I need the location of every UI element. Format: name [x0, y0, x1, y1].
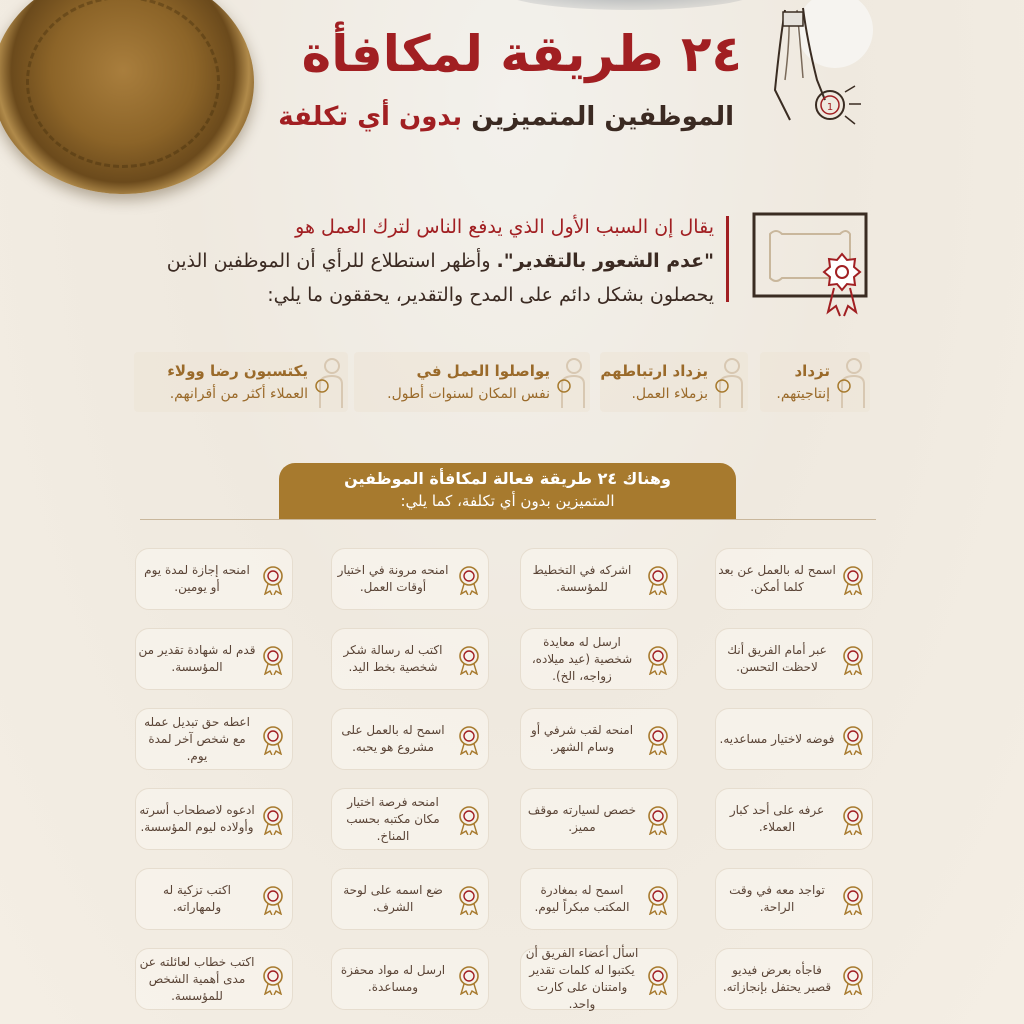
section-banner	[279, 463, 736, 519]
award-ribbon-icon	[456, 725, 482, 755]
award-ribbon-icon	[840, 965, 866, 995]
employee-award-icon	[312, 356, 344, 408]
reward-card-text: اسمح له بالعمل على مشروع هو يحبه.	[341, 723, 445, 754]
reward-card	[331, 868, 489, 930]
reward-card	[331, 788, 489, 850]
reward-card-text: عبر أمام الفريق أنك لاحظت التحسن.	[727, 643, 827, 674]
intro-line-1: يقال إن السبب الأول الذي يدفع الناس لترك العمل هو	[295, 216, 714, 238]
award-ribbon-icon	[456, 565, 482, 595]
reward-card	[715, 788, 873, 850]
award-ribbon-icon	[840, 725, 866, 755]
reward-card	[135, 548, 293, 610]
award-ribbon-icon	[840, 645, 866, 675]
reward-card-text: امنحه لقب شرفي أو وسام الشهر.	[530, 723, 634, 754]
reward-card	[520, 628, 678, 690]
award-ribbon-icon	[645, 885, 671, 915]
award-ribbon-icon	[260, 725, 286, 755]
benefit-retention	[354, 352, 590, 412]
reward-card-text: ارسل له مواد محفزة ومساعدة.	[340, 963, 446, 994]
decorative-shadow	[500, 0, 760, 10]
reward-card	[520, 548, 678, 610]
medal-sketch-icon	[745, 0, 875, 150]
award-ribbon-icon	[645, 805, 671, 835]
benefit-subtitle: بزملاء العمل.	[631, 386, 708, 402]
award-ribbon-icon	[260, 645, 286, 675]
reward-card	[715, 948, 873, 1010]
reward-card	[135, 948, 293, 1010]
reward-card	[135, 788, 293, 850]
reward-card-text: امنحه مرونة في اختيار أوقات العمل.	[337, 563, 449, 594]
reward-card	[520, 708, 678, 770]
award-ribbon-icon	[456, 965, 482, 995]
award-ribbon-icon	[260, 885, 286, 915]
reward-card-text: اكتب له رسالة شكر شخصية بخط اليد.	[343, 643, 443, 674]
reward-card	[135, 868, 293, 930]
certificate-icon	[752, 212, 868, 322]
award-ribbon-icon	[456, 805, 482, 835]
reward-card-text: اسأل أعضاء الفريق أن يكتبوا له كلمات تقدير وامتنان على كارت واحد.	[525, 946, 639, 1011]
reward-card-text: اسمح له بمغادرة المكتب مبكراً ليوم.	[534, 883, 630, 914]
intro-paragraph	[114, 210, 714, 312]
reward-card-text: امنحه إجازة لمدة يوم أو يومين.	[144, 563, 250, 594]
reward-card-text: عرفه على أحد كبار العملاء.	[729, 803, 825, 834]
section-divider	[140, 519, 876, 520]
benefit-productivity	[760, 352, 870, 412]
award-ribbon-icon	[260, 565, 286, 595]
svg-text:1: 1	[826, 102, 834, 113]
banner-line-2: المتميزين بدون أي تكلفة، كما يلي:	[400, 492, 615, 510]
benefit-engagement	[600, 352, 748, 412]
benefit-subtitle: العملاء أكثر من أقرانهم.	[169, 386, 308, 402]
reward-card	[715, 868, 873, 930]
reward-card	[715, 548, 873, 610]
reward-card	[331, 948, 489, 1010]
intro-line-2-rest: وأظهر استطلاع للرأي أن الموظفين الذين	[166, 250, 497, 272]
reward-card-text: تواجد معه في وقت الراحة.	[729, 883, 825, 914]
reward-card-text: ادعوه لاصطحاب أسرته وأولاده ليوم المؤسسة.	[139, 803, 255, 834]
reward-card-text: اكتب تزكية له ولمهاراته.	[163, 883, 231, 914]
award-ribbon-icon	[456, 645, 482, 675]
reward-card-text: امنحه فرصة اختيار مكان مكتبه بحسب المناخ.	[346, 794, 440, 843]
reward-card	[331, 708, 489, 770]
page-subtitle	[254, 102, 734, 132]
benefit-subtitle: إنتاجيتهم.	[776, 386, 830, 402]
award-ribbon-icon	[260, 805, 286, 835]
award-ribbon-icon	[645, 725, 671, 755]
reward-card	[715, 708, 873, 770]
page-title: ٢٤ طريقة لمكافأة	[301, 25, 742, 83]
reward-card	[331, 628, 489, 690]
reward-card	[135, 628, 293, 690]
reward-card-text: اعطه حق تبديل عمله مع شخص آخر لمدة يوم.	[144, 714, 250, 763]
reward-card	[331, 548, 489, 610]
subtitle-highlight: بدون أي تكلفة	[278, 102, 463, 132]
benefit-title: يزداد ارتباطهم	[600, 362, 708, 380]
benefit-subtitle: نفس المكان لسنوات أطول.	[387, 386, 550, 402]
reward-card-text: فوضه لاختيار مساعديه.	[719, 731, 835, 746]
award-ribbon-icon	[840, 885, 866, 915]
reward-card	[715, 628, 873, 690]
benefit-title: يواصلوا العمل في	[416, 362, 550, 380]
reward-card-text: اشركه في التخطيط للمؤسسة.	[532, 563, 632, 594]
benefit-customer-loyalty	[134, 352, 348, 412]
benefit-title: يكتسبون رضا وولاء	[167, 362, 308, 380]
award-ribbon-icon	[840, 805, 866, 835]
gold-medal-image	[0, 0, 254, 194]
subtitle-text: الموظفين المتميزين	[462, 102, 734, 132]
reward-card-text: فاجأه بعرض فيديو قصير يحتفل بإنجازاته.	[722, 963, 832, 994]
reward-card-text: قدم له شهادة تقدير من المؤسسة.	[138, 643, 256, 674]
award-ribbon-icon	[645, 965, 671, 995]
intro-divider	[726, 216, 729, 302]
award-ribbon-icon	[645, 645, 671, 675]
reward-card-text: خصص لسيارته موقف مميز.	[527, 803, 637, 834]
intro-emphasis: "عدم الشعور بالتقدير".	[496, 250, 714, 272]
reward-card-text: اكتب خطاب لعائلته عن مدى أهمية الشخص للمؤسسة.	[139, 954, 255, 1003]
employee-award-icon	[554, 356, 586, 408]
intro-line-3: يحصلون بشكل دائم على المدح والتقدير، يحققون ما يلي:	[267, 284, 714, 306]
banner-line-1: وهناك ٢٤ طريقة فعالة لمكافأة الموظفين	[344, 469, 671, 488]
reward-ways-grid	[135, 548, 880, 1012]
reward-card	[520, 948, 678, 1010]
reward-card-text: اسمح له بالعمل عن بعد كلما أمكن.	[718, 563, 836, 594]
employee-award-icon	[834, 356, 866, 408]
reward-card	[135, 708, 293, 770]
benefit-title: تزداد	[794, 362, 830, 380]
reward-card	[520, 788, 678, 850]
employee-award-icon	[712, 356, 744, 408]
reward-card-text: ضع اسمه على لوحة الشرف.	[343, 883, 443, 914]
reward-card	[520, 868, 678, 930]
award-ribbon-icon	[840, 565, 866, 595]
award-ribbon-icon	[260, 965, 286, 995]
award-ribbon-icon	[645, 565, 671, 595]
intro-line-2	[114, 244, 714, 278]
award-ribbon-icon	[456, 885, 482, 915]
reward-card-text: ارسل له معايدة شخصية (عيد ميلاده، زواجه، الخ).	[531, 634, 633, 683]
